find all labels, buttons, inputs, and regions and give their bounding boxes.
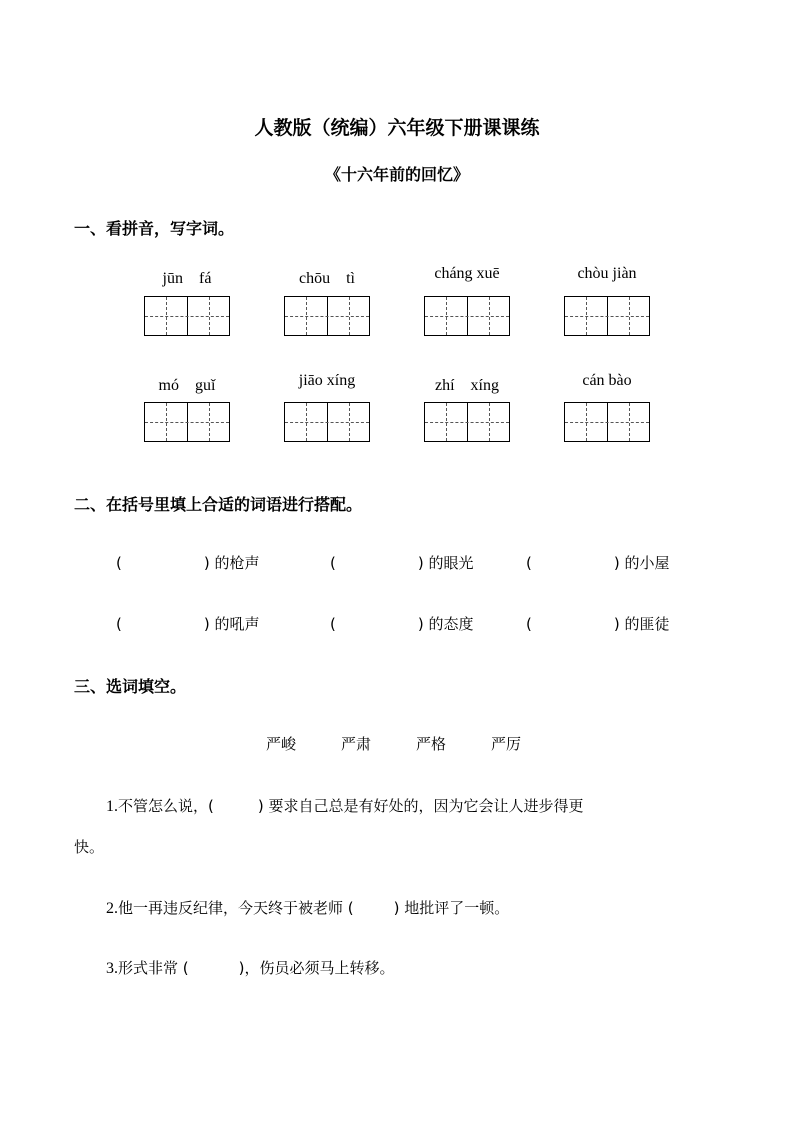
word-choice: 严峻 — [266, 735, 297, 753]
pinyin-label: chōu tì — [299, 270, 355, 287]
question-3: 3.形式非常 ( )，伤员必须马上转移。 — [106, 959, 395, 977]
match-item: ( ) 的匪徒 — [526, 615, 670, 633]
section-1-heading: 一、看拼音，写字词。 — [74, 219, 235, 238]
pinyin-label: jūn fá — [162, 270, 212, 287]
word-choice: 严厉 — [491, 735, 522, 753]
question-1: 1.不管怎么说，( ) 要求自己总是有好处的，因为它会让人进步得更 — [106, 797, 584, 815]
writing-grid[interactable] — [424, 402, 510, 442]
writing-grid[interactable] — [144, 402, 230, 442]
match-item: ( ) 的枪声 — [116, 554, 260, 572]
section-2-heading: 二、在括号里填上合适的词语进行搭配。 — [74, 495, 363, 514]
section-3-heading: 三、选词填空。 — [74, 677, 187, 696]
writing-grid[interactable] — [284, 296, 370, 336]
match-item: ( ) 的眼光 — [330, 554, 474, 572]
writing-grid[interactable] — [284, 402, 370, 442]
writing-grid[interactable] — [564, 296, 650, 336]
writing-grid[interactable] — [424, 296, 510, 336]
writing-grid[interactable] — [144, 296, 230, 336]
word-choice: 严格 — [416, 735, 447, 753]
match-item: ( ) 的吼声 — [116, 615, 260, 633]
pinyin-label: zhí xíng — [435, 377, 499, 394]
pinyin-label: chòu jiàn — [577, 265, 637, 282]
pinyin-label: cháng xuē — [434, 265, 500, 282]
word-choice: 严肃 — [341, 735, 372, 753]
pinyin-label: cán bào — [582, 372, 632, 389]
lesson-title: 《十六年前的回忆》 — [324, 165, 469, 184]
pinyin-label: jiāo xíng — [298, 372, 356, 389]
match-item: ( ) 的态度 — [330, 615, 474, 633]
match-item: ( ) 的小屋 — [526, 554, 670, 572]
page-title: 人教版（统编）六年级下册课课练 — [254, 117, 540, 139]
question-1-continued: 快。 — [74, 838, 105, 856]
question-2: 2.他一再违反纪律，今天终于被老师 ( ) 地批评了一顿。 — [106, 899, 510, 917]
writing-grid[interactable] — [564, 402, 650, 442]
pinyin-label: mó guǐ — [158, 377, 216, 394]
